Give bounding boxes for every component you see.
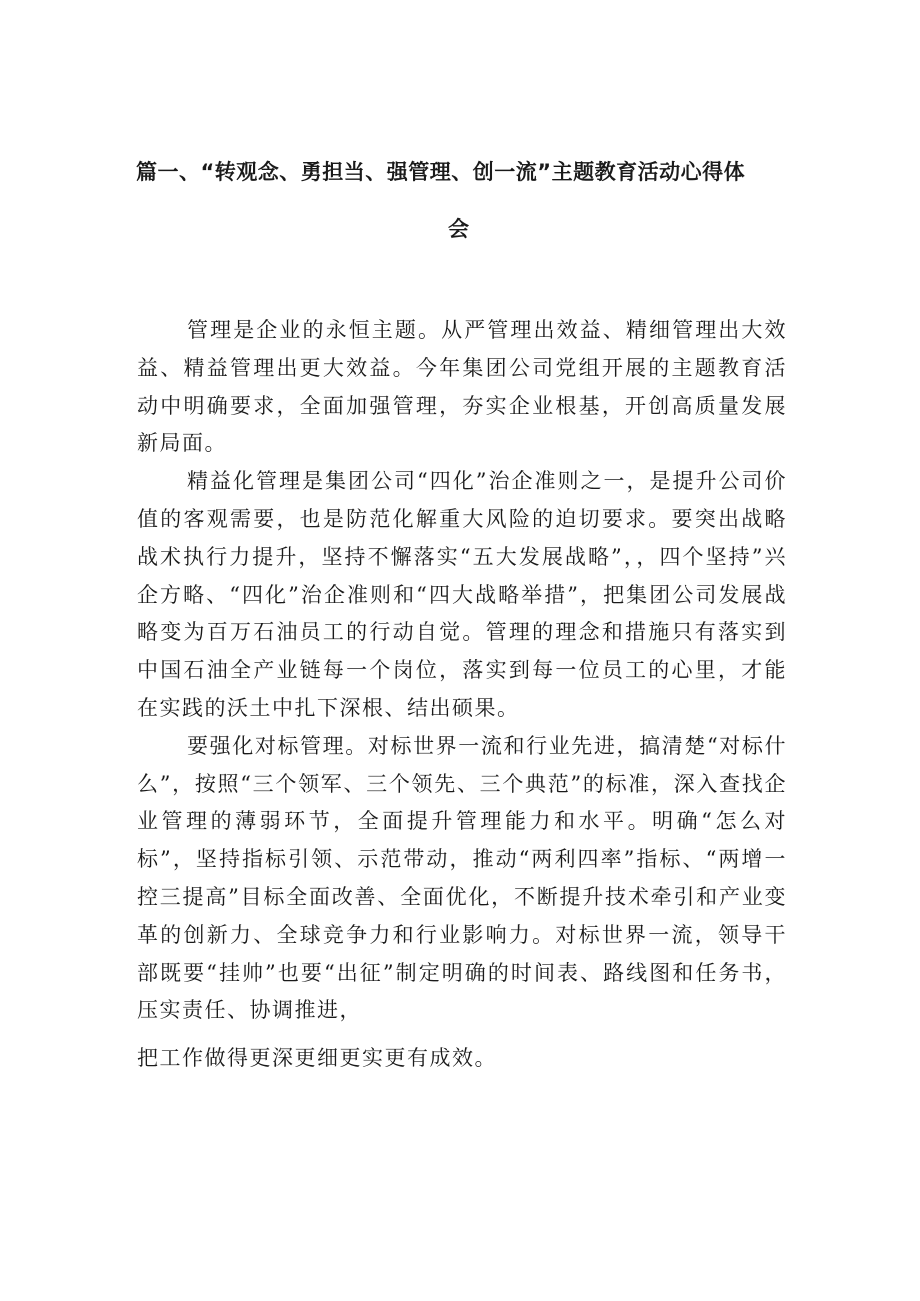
document-body [137,312,787,1078]
body-paragraph: 把工作做得更深更细更实更有成效。 [137,1046,497,1071]
body-paragraph: 要强化对标管理。对标世界一流和行业先进，搞清楚“对标什么”，按照“三个领军、三个领先、三个典范”的标准，深入查找企业管理的薄弱环节，全面提升管理能力和水平。明确“怎么对标”，坚持指标引领、示范带动，推动“两利四率”指标、“两增一控三提高”目标全面改善、全面优化，不断提升技术牵引和产业变革的创新力、全球竞争力和行业影响力。对标世界一流，领导干部既要“挂帅”也要“出征”制定明确的时间表、路线图和任务书，压实责任、协调推进， [137,733,787,1023]
body-paragraph: 精益化管理是集团公司“四化”治企准则之一，是提升公司价值的客观需要，也是防范化解重大风险的迫切要求。要突出战略战术执行力提升，坚持不懈落实“五大发展战略”，，四个坚持”兴企方略、“四化”治企准则和“四大战略举措”，把集团公司发展战略变为百万石油员工的行动自觉。管理的理念和措施只有落实到中国石油全产业链每一个岗位，落实到每一位员工的心里，才能在实践的沃土中扎下深根、结出硕果。 [137,469,787,720]
document-title-continuation: 会 [448,217,470,241]
document-title: 篇一、“转观念、勇担当、强管理、创一流”主题教育活动心得体 [136,160,746,184]
body-paragraph: 管理是企业的永恒主题。从严管理出效益、精细管理出大效益、精益管理出更大效益。今年集团公司党组开展的主题教育活动中明确要求，全面加强管理，夯实企业根基，开创高质量发展新局面。 [137,318,787,456]
